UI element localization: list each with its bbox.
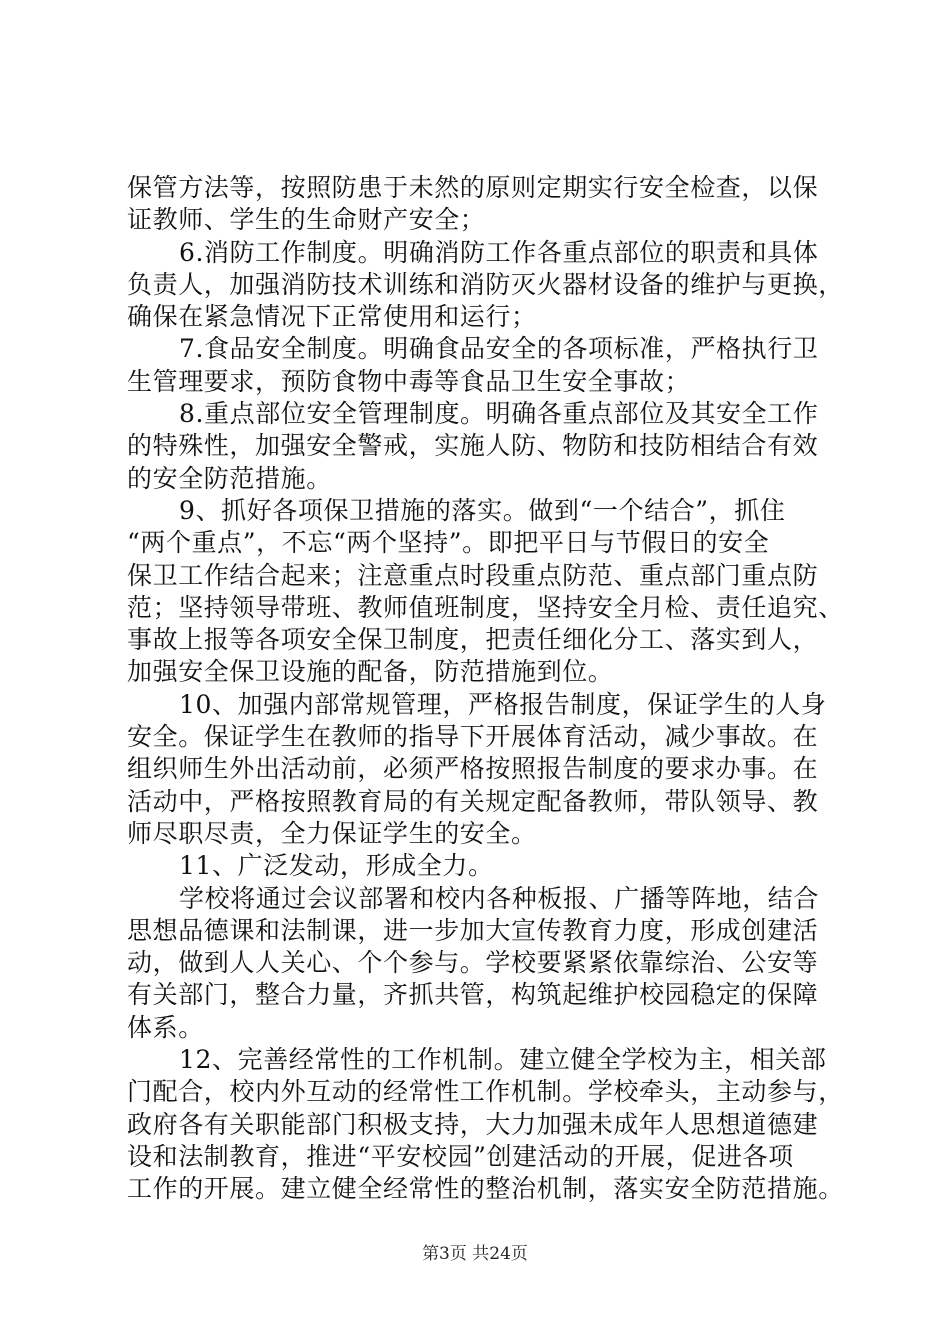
text-line: 的安全防范措施。 (127, 463, 332, 493)
text-line: 证教师、学生的生命财产安全； (127, 205, 486, 235)
document-body (127, 172, 844, 1206)
text-line: 设和法制教育，推进“平安校园”创建活动的开展，促进各项 (127, 1141, 794, 1171)
text-line: 生管理要求，预防食物中毒等食品卫生安全事故； (127, 366, 691, 396)
text-line: 9、抓好各项保卫措施的落实。做到“一个结合”，抓住 (179, 495, 786, 525)
text-line: 体系。 (127, 1012, 204, 1042)
text-line: 门配合，校内外互动的经常性工作机制。学校牵头，主动参与， (127, 1077, 844, 1107)
text-line: 学校将通过会议部署和校内各种板报、广播等阵地，结合 (179, 883, 820, 913)
text-line: 保管方法等，按照防患于未然的原则定期实行安全检查，以保 (127, 173, 819, 202)
text-line: 组织师生外出活动前，必须严格按照报告制度的要求办事。在 (127, 754, 819, 784)
text-line: 6.消防工作制度。明确消防工作各重点部位的职责和具体 (179, 237, 819, 267)
text-line: 8.重点部位安全管理制度。明确各重点部位及其安全工作 (179, 399, 819, 429)
text-line: 范；坚持领导带班、教师值班制度，坚持安全月检、责任追究、 (127, 592, 844, 622)
text-line: 10、加强内部常规管理，严格报告制度，保证学生的人身 (179, 689, 827, 719)
text-line: 活动中，严格按照教育局的有关规定配备教师，带队领导、教 (127, 786, 819, 816)
text-line: 政府各有关职能部门积极支持，大力加强未成年人思想道德建 (127, 1109, 819, 1139)
text-line: 加强安全保卫设施的配备，防范措施到位。 (127, 657, 614, 687)
text-line: 的特殊性，加强安全警戒，实施人防、物防和技防相结合有效 (127, 431, 819, 461)
text-line: 思想品德课和法制课，进一步加大宣传教育力度，形成创建活 (127, 915, 819, 945)
text-line: 保卫工作结合起来；注意重点时段重点防范、重点部门重点防 (127, 560, 819, 590)
page-footer: 第3页 共24页 (422, 1244, 528, 1264)
text-line: 工作的开展。建立健全经常性的整治机制，落实安全防范措施。 (127, 1174, 844, 1204)
text-line: 7.食品安全制度。明确食品安全的各项标准，严格执行卫 (179, 334, 819, 364)
text-line: 事故上报等各项安全保卫制度，把责任细化分工、落实到人， (127, 625, 819, 655)
text-line: “两个重点”，不忘“两个坚持”。即把平日与节假日的安全 (127, 528, 770, 558)
text-line: 负责人，加强消防技术训练和消防灭火器材设备的维护与更换， (127, 269, 844, 299)
text-line: 有关部门，整合力量，齐抓共管，构筑起维护校园稳定的保障 (127, 980, 819, 1010)
text-line: 12、完善经常性的工作机制。建立健全学校为主，相关部 (179, 1045, 827, 1075)
text-line: 安全。保证学生在教师的指导下开展体育活动，减少事故。在 (127, 722, 819, 752)
text-line: 动，做到人人关心、个个参与。学校要紧紧依靠综治、公安等 (127, 948, 819, 978)
text-line: 11、广泛发动，形成全力。 (179, 851, 494, 881)
text-line: 确保在紧急情况下正常使用和运行； (127, 302, 537, 332)
text-line: 师尽职尽责，全力保证学生的安全。 (127, 818, 537, 848)
